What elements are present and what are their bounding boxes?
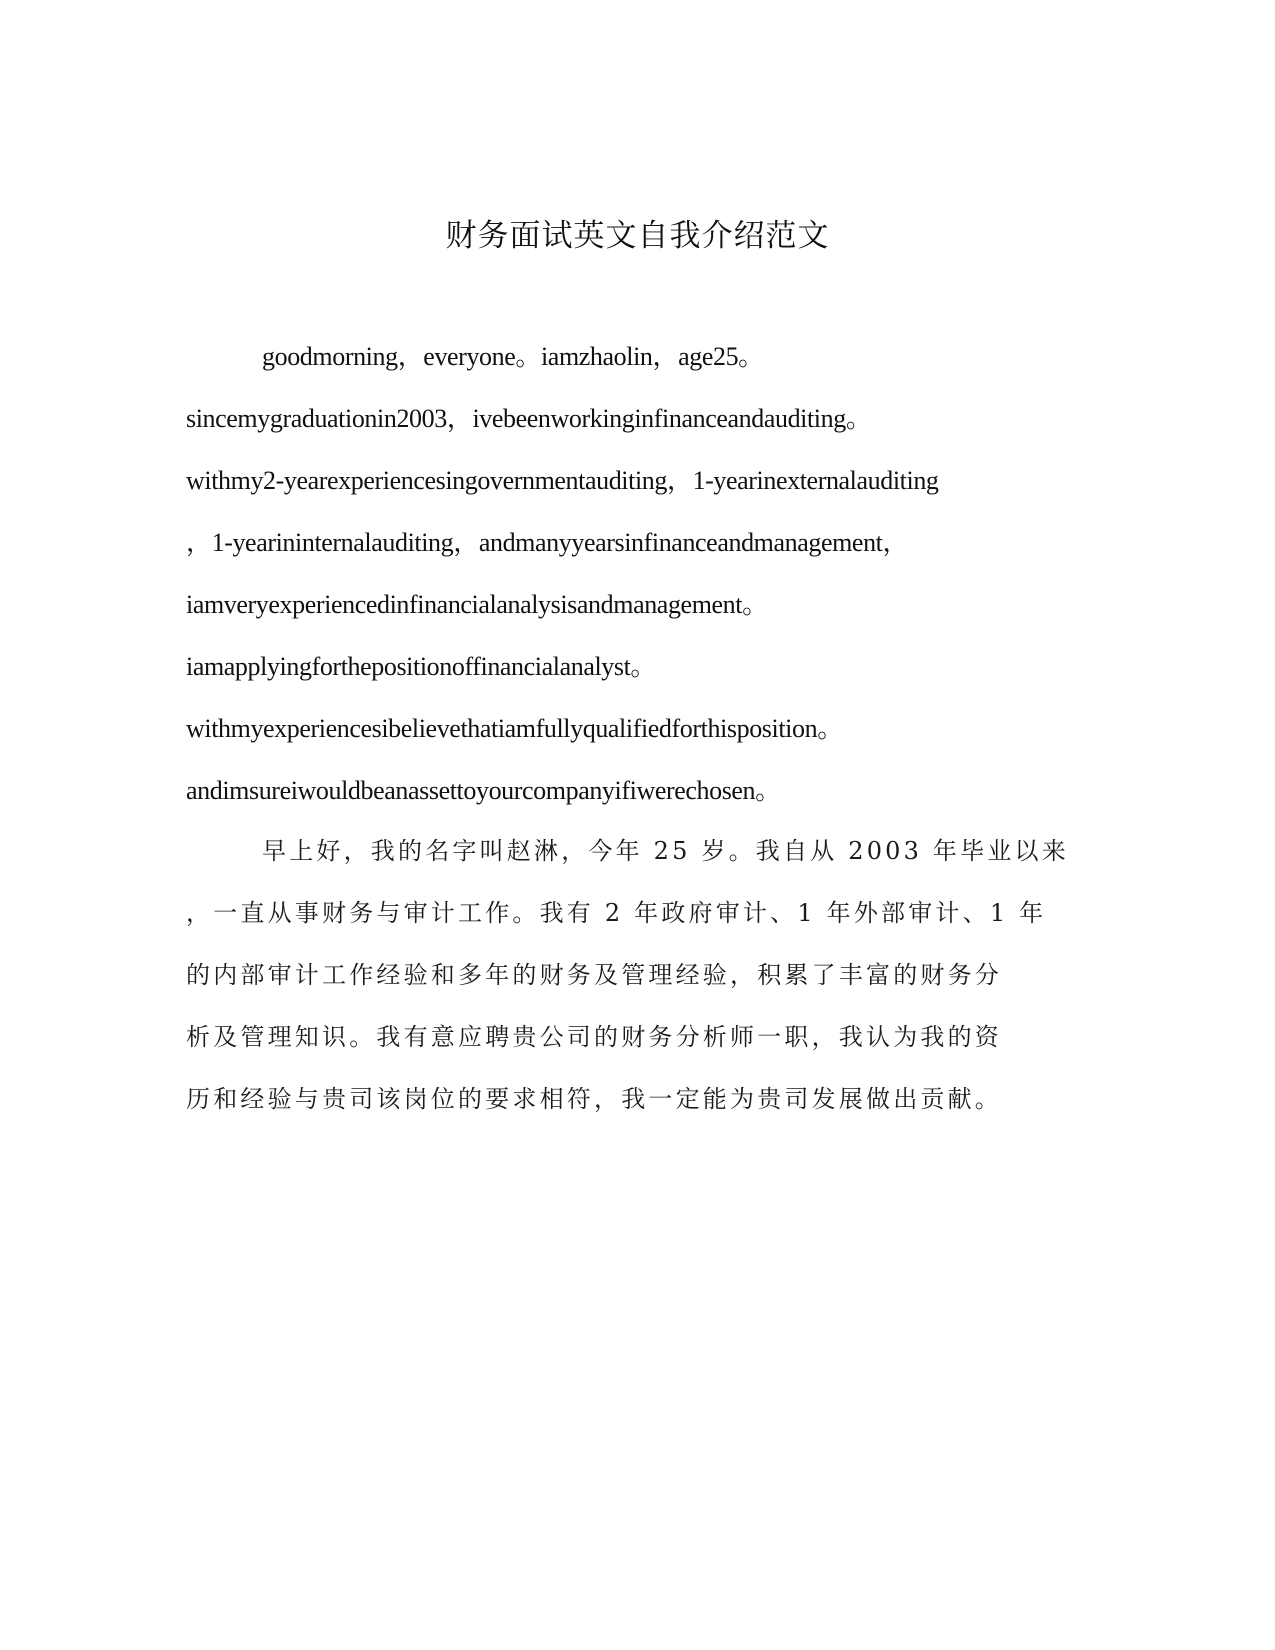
document-title: 财务面试英文自我介绍范文: [445, 218, 830, 254]
english-line: iamveryexperiencedinfinancialanalysisandmanagement。: [186, 590, 768, 619]
english-line: withmy2-yearexperiencesingovernmentauditing，1-yearinexternalauditing: [186, 466, 939, 495]
chinese-line: 历和经验与贵司该岗位的要求相符，我一定能为贵司发展做出贡献。: [186, 1085, 1002, 1113]
english-line: sincemygraduationin2003，ivebeenworkinginfinanceandauditing。: [186, 404, 872, 433]
chinese-line: 析及管理知识。我有意应聘贵公司的财务分析师一职，我认为我的资: [186, 1023, 1002, 1051]
english-line: andimsureiwouldbeanassettoyourcompanyifiwerechosen。: [186, 776, 781, 805]
chinese-line: 早上好，我的名字叫赵淋，今年 25 岁。我自从 2003 年毕业以来: [262, 837, 1069, 865]
chinese-line: ，一直从事财务与审计工作。我有 2 年政府审计、1 年外部审计、1 年: [186, 899, 1047, 927]
chinese-line: 的内部审计工作经验和多年的财务及管理经验，积累了丰富的财务分: [186, 961, 1002, 989]
chinese-paragraph: [186, 827, 1076, 1137]
english-paragraph: [186, 333, 1076, 829]
english-line: iamapplyingforthepositionoffinancialanalyst。: [186, 652, 657, 681]
english-line: goodmorning，everyone。iamzhaolin，age25。: [262, 342, 764, 371]
english-line: ，1-yearininternalauditing，andmanyyearsinfinanceandmanagement，: [186, 528, 909, 557]
english-line: withmyexperiencesibelievethatiamfullyqualifiedforthisposition。: [186, 714, 843, 743]
